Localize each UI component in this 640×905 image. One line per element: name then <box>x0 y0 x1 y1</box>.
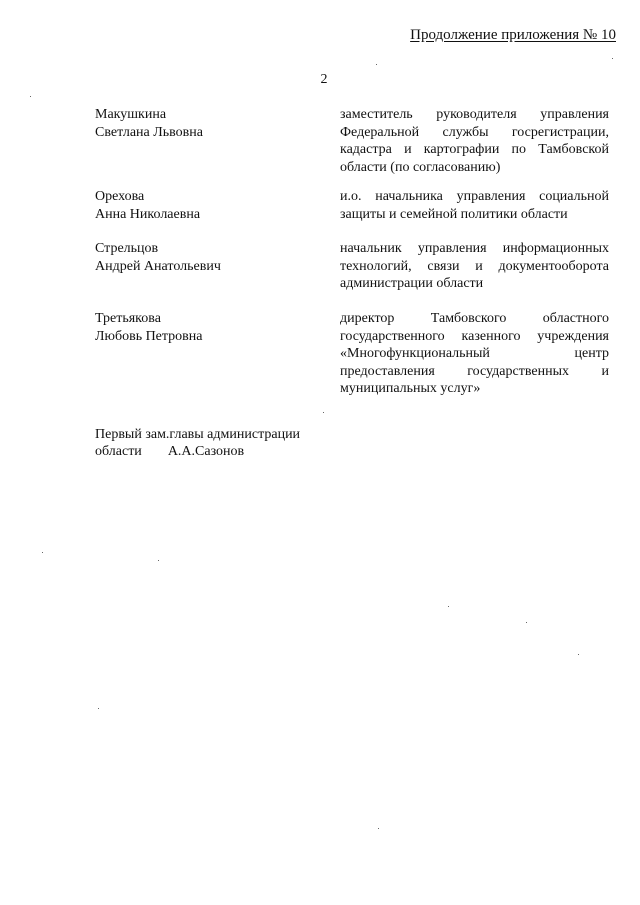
member-surname: Стрельцов <box>95 241 159 256</box>
member-position: и.о. начальника управления социальной защиты и семейной политики области <box>340 189 609 222</box>
member-name <box>95 310 340 398</box>
member-surname: Орехова <box>95 189 145 204</box>
member-position: заместитель руководителя управления Федеральной службы госрегистрации, кадастра и картографии по Тамбовской области (по согласованию) <box>340 107 609 175</box>
scan-speck <box>578 654 579 655</box>
scan-speck <box>30 96 31 97</box>
member-given-names: Любовь Петровна <box>95 328 203 344</box>
member-name <box>95 240 340 293</box>
scan-speck <box>378 828 379 829</box>
scan-speck <box>448 606 449 607</box>
member-name <box>95 106 340 176</box>
scan-speck <box>376 64 377 65</box>
scan-speck <box>526 622 527 623</box>
member-name <box>95 188 340 223</box>
member-position: начальник управления информационных технологий, связи и документооборота администрации области <box>340 241 609 292</box>
member-row <box>95 106 609 176</box>
member-row <box>95 188 609 223</box>
member-row <box>95 240 609 293</box>
signature-block <box>95 426 300 460</box>
member-given-names: Андрей Анатольевич <box>95 258 221 274</box>
member-surname: Третьякова <box>95 311 161 326</box>
member-surname: Макушкина <box>95 107 167 122</box>
scan-speck <box>612 58 613 59</box>
member-given-names: Анна Николаевна <box>95 206 201 222</box>
signatory-title: Первый зам.главы администрации <box>95 427 301 442</box>
continuation-header: Продолжение приложения № 10 <box>410 27 616 43</box>
scan-speck <box>323 412 324 413</box>
member-position: директор Тамбовского областного государственного казенного учреждения «Многофункциональный центр предоставления государственных и муниципальных услуг» <box>340 311 609 397</box>
member-row <box>95 310 609 398</box>
signatory-title-continued: области <box>95 444 142 459</box>
page-number: 2 <box>320 72 328 87</box>
scan-speck <box>98 708 99 709</box>
scan-speck <box>42 552 43 553</box>
scan-speck <box>158 560 159 561</box>
member-given-names: Светлана Львовна <box>95 124 203 140</box>
signatory-name: А.А.Сазонов <box>167 444 245 459</box>
